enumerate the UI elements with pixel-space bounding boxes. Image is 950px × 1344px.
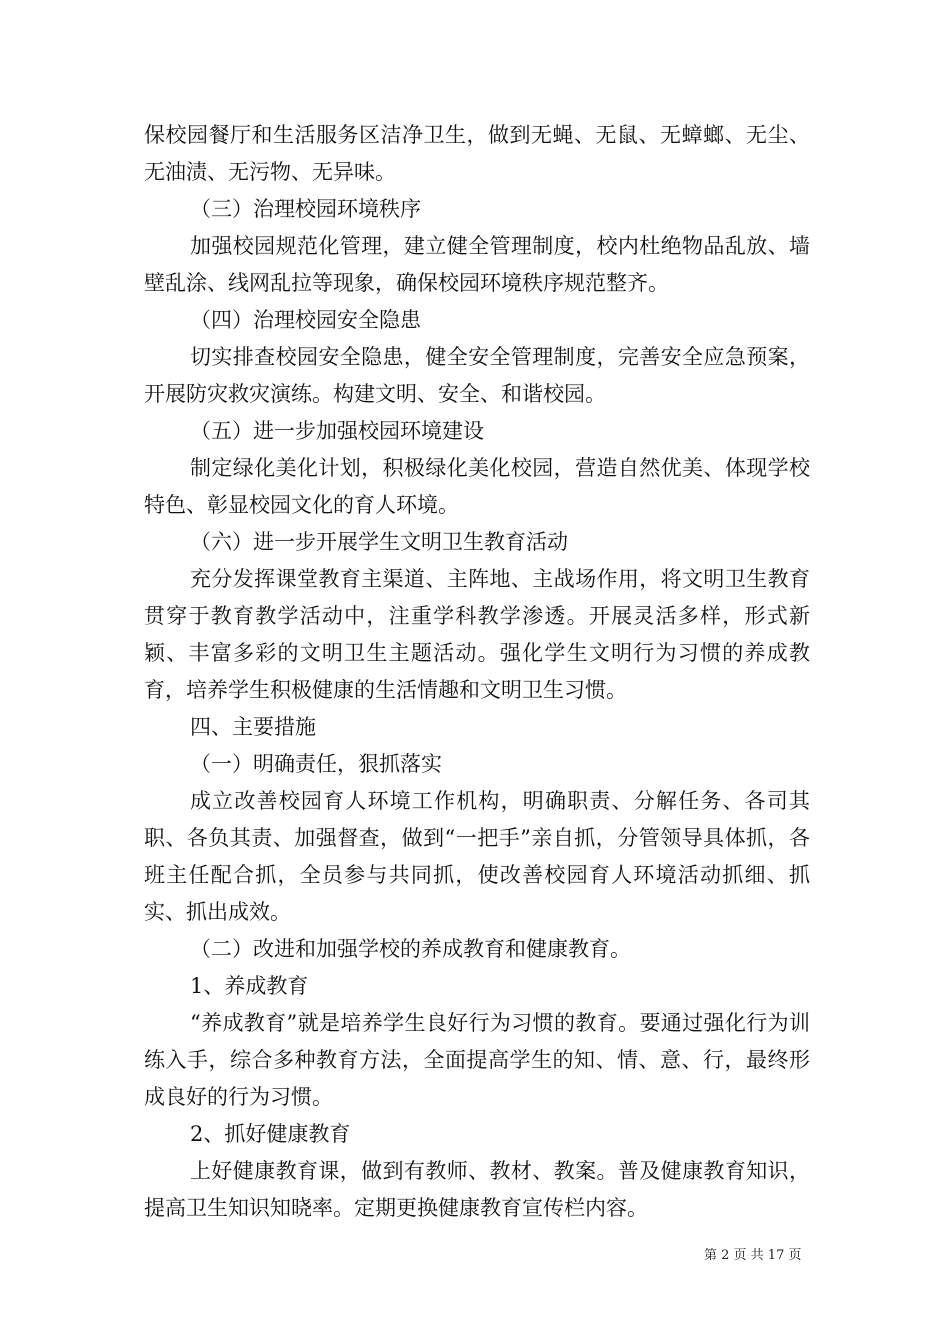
heading-section-4: （四）治理校园安全隐患 [190,308,421,332]
paragraph: 充分发挥课堂教育主渠道、主阵地、主战场作用，将文明卫生教育贯穿于教育教学活动中，注重学科教学渗透。开展灵活多样，形式新颖、丰富多彩的文明卫生主题活动。强化学生文明行为习惯的养成教育，培养学生积极健康的生活情趣和文明卫生习惯。 [144,567,810,702]
heading-section-5: （五）进一步加强校园环境建设 [190,419,484,443]
heading-measure-1: （一）明确责任，狠抓落实 [190,752,442,776]
paragraph: “养成教育”就是培养学生良好行为习惯的教育。要通过强化行为训练入手，综合多种教育方法，全面提高学生的知、情、意、行，最终形成良好的行为习惯。 [144,1011,810,1109]
paragraph: 成立改善校园育人环境工作机构，明确职责、分解任务、各司其职、各负其责、加强督查，做到“一把手”亲自抓，分管领导具体抓，各班主任配合抓，全员参与共同抓，使改善校园育人环境活动抓细、抓实、抓出成效。 [144,789,810,924]
heading-main-measures: 四、主要措施 [190,715,316,739]
paragraph: 切实排查校园安全隐患，健全安全管理制度，完善安全应急预案，开展防灾救灾演练。构建文明、安全、和谐校园。 [144,345,810,406]
page-number-footer: 第 2 页 共 17 页 [704,1248,802,1263]
heading-subitem-2: 2、抓好健康教育 [190,1122,351,1146]
paragraph: 加强校园规范化管理，建立健全管理制度，校内杜绝物品乱放、墙壁乱涂、线网乱拉等现象，确保校园环境秩序规范整齐。 [144,234,810,295]
paragraph-continuation: 保校园餐厅和生活服务区洁净卫生，做到无蝇、无鼠、无蟑螂、无尘、无油渍、无污物、无异味。 [144,123,810,184]
heading-subitem-1: 1、养成教育 [190,974,309,998]
heading-section-6: （六）进一步开展学生文明卫生教育活动 [190,530,568,554]
document-body [144,117,810,1227]
paragraph: 制定绿化美化计划，积极绿化美化校园，营造自然优美、体现学校特色、彰显校园文化的育人环境。 [144,456,810,517]
heading-section-3: （三）治理校园环境秩序 [190,197,421,221]
heading-measure-2: （二）改进和加强学校的养成教育和健康教育。 [190,937,631,961]
paragraph: 上好健康教育课，做到有教师、教材、教案。普及健康教育知识，提高卫生知识知晓率。定期更换健康教育宣传栏内容。 [144,1159,810,1220]
